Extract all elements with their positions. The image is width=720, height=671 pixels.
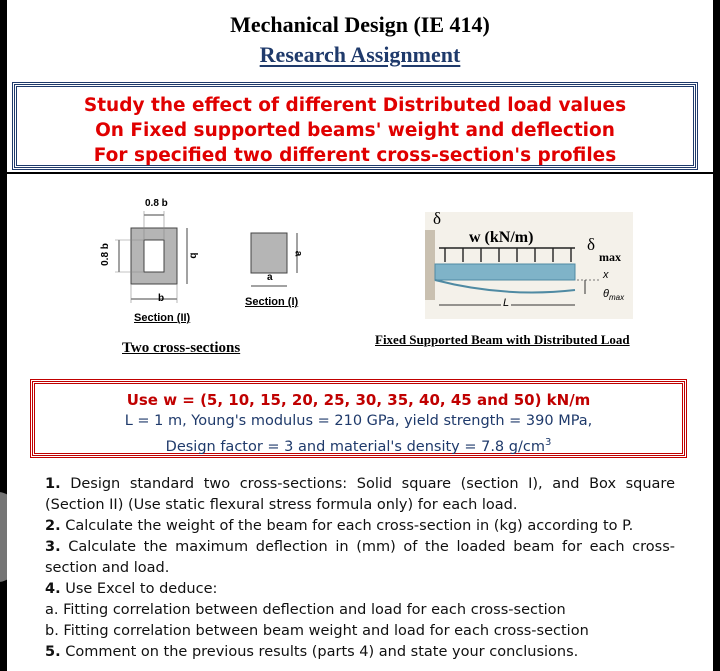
section-ii-label: Section (II) — [134, 312, 191, 324]
task-text: Design standard two cross-sections: Solid square (section I), and Box square (Section II) (Use static flexural stress formula only) for each load. — [45, 476, 675, 513]
objective-line-2: On Fixed supported beams' weight and deflection — [95, 120, 615, 141]
subtitle-text: Research Assignment — [259, 42, 461, 67]
section-i-label: Section (I) — [245, 296, 299, 308]
task-text: a. Fitting correlation between deflection and load for each cross-section — [45, 602, 566, 618]
theta-symbol: θ — [603, 288, 609, 300]
delta-max-symbol: δ — [587, 235, 596, 254]
objective-line-3: For specified two different cross-section's profiles — [93, 145, 617, 166]
dim-label-left: 0.8 b — [99, 243, 111, 266]
task-item — [45, 642, 675, 663]
solid-section — [251, 233, 287, 273]
document-subtitle — [7, 42, 713, 68]
parameters-box — [32, 381, 685, 456]
objective-box — [14, 84, 696, 168]
length-label: L — [503, 297, 510, 309]
task-subitem — [45, 600, 675, 621]
load-values: Use w = (5, 10, 15, 20, 25, 30, 35, 40, 45 and 50) kN/m — [126, 391, 591, 409]
box-section-hole — [144, 240, 164, 272]
document-page — [7, 0, 713, 671]
task-text: Calculate the maximum deflection in (mm) of the loaded beam for each cross-section and load. — [45, 539, 676, 576]
document-title: Mechanical Design (IE 414) — [230, 12, 490, 37]
theta-sub: max — [608, 293, 625, 303]
delta-symbol: δ — [433, 209, 442, 228]
task-list — [45, 474, 675, 663]
cross-sections-caption: Two cross-sections — [122, 340, 241, 356]
density-unit-sup: 3 — [544, 437, 552, 448]
task-item — [45, 516, 675, 537]
task-text: Comment on the previous results (parts 4) and state your conclusions. — [65, 644, 579, 660]
dim-label-box-bottom: b — [158, 293, 165, 304]
dim-label-top: 0.8 b — [145, 198, 168, 209]
task-number: 4. — [45, 581, 61, 597]
task-item — [45, 537, 675, 579]
density-text: Design factor = 3 and material's density = 7.8 g/cm — [165, 438, 545, 455]
cross-sections-drawing — [87, 195, 327, 335]
delta-max-sub: max — [599, 250, 621, 264]
beam-caption: Fixed Supported Beam with Distributed Load — [375, 332, 630, 347]
task-text: b. Fitting correlation between beam weight and load for each cross-section — [45, 623, 589, 639]
task-number: 5. — [45, 644, 61, 660]
x-label: x — [603, 269, 609, 281]
design-factor-density — [35, 432, 682, 458]
theta-label — [603, 288, 624, 302]
task-number: 3. — [45, 539, 61, 555]
dim-label-square-bottom: a — [267, 272, 273, 283]
beam — [435, 264, 575, 280]
objective-line-1: Study the effect of different Distributed load values — [83, 95, 627, 116]
beam-figure — [425, 209, 633, 319]
task-number: 1. — [45, 476, 61, 492]
fixed-support-left — [425, 230, 435, 300]
task-item — [45, 579, 675, 600]
task-text: Calculate the weight of the beam for each cross-section in (kg) according to P. — [65, 518, 634, 534]
task-number: 2. — [45, 518, 61, 534]
section-divider — [7, 172, 713, 174]
task-subitem — [45, 621, 675, 642]
task-text: Use Excel to deduce: — [65, 581, 218, 597]
page-right-border — [713, 0, 720, 671]
material-properties: L = 1 m, Young's modulus = 210 GPa, yield strength = 390 MPa, — [124, 413, 593, 429]
load-label: w (kN/m) — [469, 229, 534, 246]
cross-sections-figure — [87, 195, 327, 335]
dim-label-square-right: a — [292, 250, 304, 257]
task-item — [45, 474, 675, 516]
dim-label-box-right: b — [187, 252, 199, 259]
